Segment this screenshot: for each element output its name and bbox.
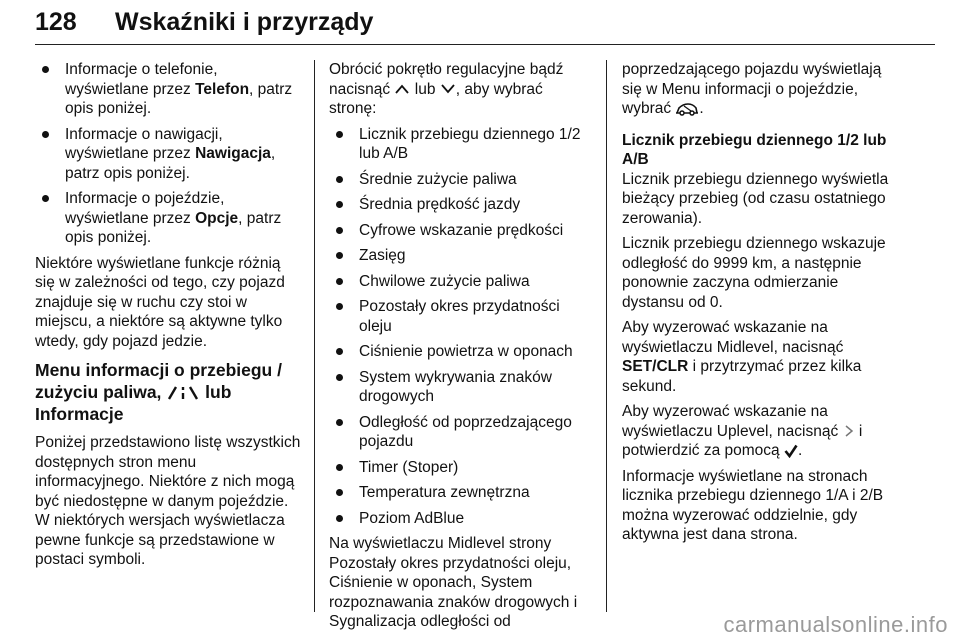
paragraph: Poniżej przedstawiono listę wszystkich dostępnych stron menu informacyjnego. Niektóre z nich mogą być niedostępne w danym pojeździe. W niektórych wersjach wyświetlacza pewne funkcje są przedstawione w postaci symboli. bbox=[35, 434, 301, 568]
list-item: Temperatura zewnętrzna bbox=[329, 483, 593, 503]
subheading: Licznik przebiegu dziennego 1/2 lub A/B bbox=[622, 131, 887, 168]
list-item: Cyfrowe wskazanie prędkości bbox=[329, 221, 593, 241]
column-right bbox=[622, 60, 900, 551]
chevron-right-icon bbox=[843, 424, 855, 438]
list-item: Timer (Stoper) bbox=[329, 458, 593, 478]
column-divider bbox=[314, 60, 315, 612]
list-item: Informacje o pojeździe, wyświetlane przez Opcje, patrz opis poniżej. bbox=[35, 189, 303, 248]
list-item: Informacje o telefonie, wyświetlane przez Telefon, patrz opis poniżej. bbox=[35, 60, 303, 119]
list-item: Poziom AdBlue bbox=[329, 509, 593, 529]
paragraph: Licznik przebiegu dziennego wskazuje odległość do 9999 km, a następnie ponownie zaczyna odmierzanie dystansu od 0. bbox=[622, 235, 886, 311]
paragraph: Aby wyzerować wskazanie na wyświetlaczu Midlevel, nacisnąć SET/CLR i przytrzymać przez kilka sekund. bbox=[622, 319, 862, 395]
list-item: Ciśnienie powietrza w oponach bbox=[329, 342, 593, 362]
list-item: Licznik przebiegu dziennego 1/2 lub A/B bbox=[329, 125, 593, 164]
info-list bbox=[35, 60, 303, 248]
list-item: Chwilowe zużycie paliwa bbox=[329, 272, 593, 292]
paragraph: poprzedzającego pojazdu wyświetlają się w Menu informacji o pojeździe, wybrać . bbox=[622, 61, 882, 117]
page-title: Wskaźniki i przyrządy bbox=[115, 8, 374, 36]
page-header bbox=[35, 8, 935, 45]
page-list bbox=[329, 125, 593, 529]
car-icon bbox=[675, 102, 699, 116]
road-icon bbox=[166, 385, 200, 401]
list-item: Informacje o nawigacji, wyświetlane przez Nawigacja, patrz opis poniżej. bbox=[35, 125, 303, 184]
section-heading: Menu informacji o przebiegu / zużyciu paliwa, lub Informacje bbox=[35, 360, 282, 424]
list-item: System wykrywania znaków drogowych bbox=[329, 368, 593, 407]
list-item: Pozostały okres przydatności oleju bbox=[329, 297, 593, 336]
chevron-down-icon bbox=[440, 83, 456, 95]
column-middle bbox=[329, 60, 593, 638]
page-number: 128 bbox=[35, 8, 77, 36]
chevron-up-icon bbox=[394, 83, 410, 95]
paragraph: Na wyświetlaczu Midlevel strony Pozostały okres przydatności oleju, Ciśnienie w oponach, System rozpoznawania znaków drogowych i Sygnalizacja odległości od bbox=[329, 535, 578, 630]
checkmark-icon bbox=[784, 444, 798, 458]
watermark: carmanualsonline.info bbox=[723, 612, 948, 637]
column-divider bbox=[606, 60, 607, 612]
column-left bbox=[35, 60, 303, 576]
list-item: Średnie zużycie paliwa bbox=[329, 170, 593, 190]
list-item: Odległość od poprzedzającego pojazdu bbox=[329, 413, 593, 452]
list-item: Zasięg bbox=[329, 246, 593, 266]
paragraph: Obrócić pokrętło regulacyjne bądź nacisnąć lub , aby wybrać stronę: bbox=[329, 61, 564, 117]
paragraph: Niektóre wyświetlane funkcje różnią się w zależności od tego, czy pojazd znajduje się w ruchu czy stoi w miejscu, a niektóre są aktywne tylko wtedy, gdy pojazd jedzie. bbox=[35, 254, 285, 350]
paragraph: Aby wyzerować wskazanie na wyświetlaczu Uplevel, nacisnąć i potwierdzić za pomocą . bbox=[622, 403, 863, 459]
list-item: Średnia prędkość jazdy bbox=[329, 195, 593, 215]
paragraph: Licznik przebiegu dziennego wyświetla bieżący przebieg (od czasu ostatniego zerowania). bbox=[622, 170, 889, 227]
paragraph: Informacje wyświetlane na stronach licznika przebiegu dziennego 1/A i 2/B można wyzerować oddzielnie, gdy aktywna jest dana strona. bbox=[622, 467, 884, 543]
